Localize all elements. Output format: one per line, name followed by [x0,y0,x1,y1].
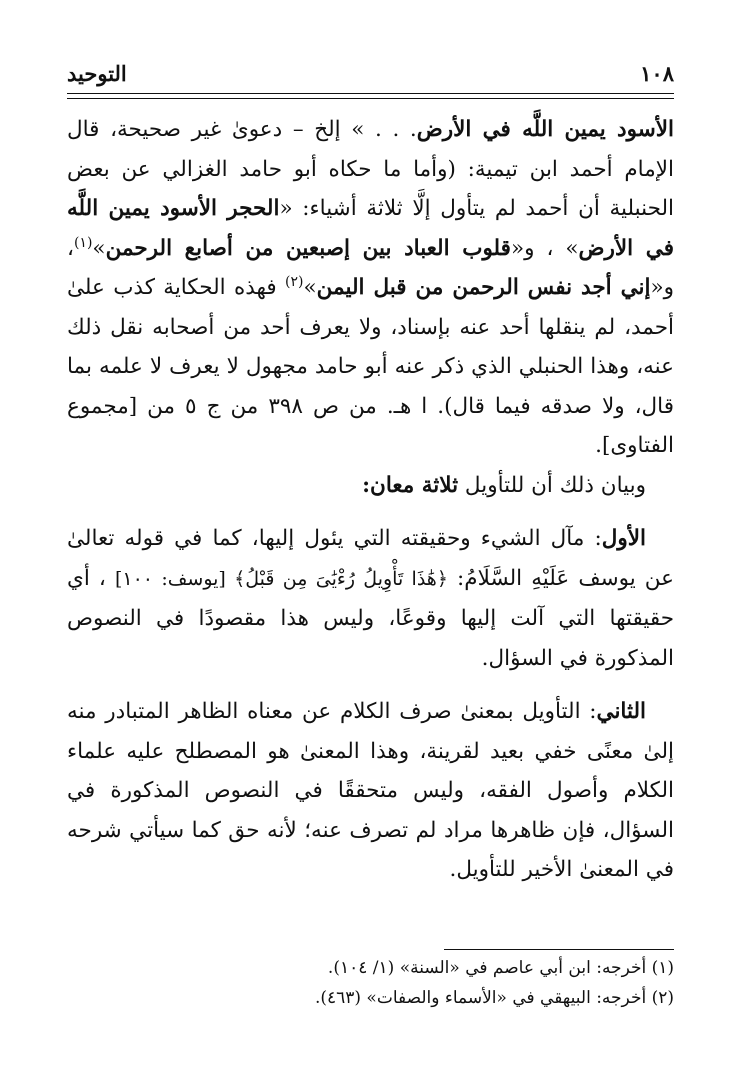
text-run: وبيان ذلك أن للتأويل [458,472,646,498]
section-label: الثاني [596,699,646,724]
text-run: : مآل الشيء وحقيقته التي يئول إليها، كما في قوله تعالىٰ عن يوسف عَلَيْهِ السَّلَامُ: [67,526,674,591]
text-run: . . . » إلخ – دعوىٰ غير صحيحة، قال الإمام أحمد ابن تيمية: (وأما ما حكاه أبو حامد الغزالي عن بعض الحنبلية أن أحمد لم يتأول إلَّا ثلاثة أشياء: « [67,117,675,221]
bold-phrase: إني أجد نفس الرحمن من قبل اليمن [316,275,651,300]
section-label: الأول [601,526,646,551]
header-rule-bottom [67,98,674,99]
bold-phrase: قلوب العباد بين إصبعين من أصابع الرحمن [105,235,511,261]
bold-phrase: الأسود يمين اللَّه في الأرض [416,117,674,142]
text-run: » ، و« [510,235,579,261]
header-rule-top [67,93,674,94]
footnotes [67,953,674,1013]
running-title: التوحيد [67,60,127,86]
paragraph-first-meaning [67,519,674,678]
text-run: ، و« [67,235,674,300]
footnote-marker[interactable]: (٢) [285,273,304,290]
quran-verse: ﴿هَٰذَا تَأْوِيلُ رُءْيَٰىَ مِن قَبْلُ﴾ [234,567,448,590]
text-run: : التأويل بمعنىٰ صرف الكلام عن معناه الظاهر المتبادر منه إلىٰ معنًى خفي بعيد لقرينة، وهذا المعنىٰ هو المصطلح عليه علماء الكلام وأصول الفقه، وليس متحققًا في النصوص المذكورة في السؤال، فإن ظاهرها مراد لم تصرف عنه؛ لأنه حق كما سيأتي شرحه في المعنىٰ الأخير للتأويل. [67,699,674,882]
footnote-1: (١) أخرجه: ابن أبي عاصم في «السنة» (١/ ١٠٤). [327,958,674,978]
paragraph-second-meaning [67,692,674,890]
verse-reference: [يوسف: ١٠٠] [114,567,235,590]
text-run: ، أي حقيقتها التي آلت إليها وقوعًا، وليس هذا مقصودًا في النصوص المذكورة في السؤال. [67,565,674,671]
paragraph-quote-continuation [67,110,674,466]
text-run: » [303,275,317,300]
main-text [67,110,674,890]
bold-phrase: ثلاثة معان [370,472,459,498]
footnote-divider [444,949,674,950]
page-number: ١٠٨ [640,60,674,86]
text-run: فهذه الحكاية كذب علىٰ أحمد، لم ينقلها أحد عنه بإسناد، ولا يعرف أحد من أصحابه نقل ذلك عنه، وهذا الحنبلي الذي ذكر عنه أبو حامد مجهول لا يعرف لا علمه بما قال، ولا صدقه فيما قال). ا هـ. من ص ٣٩٨ من ج ٥ من [مجموع الفتاوى]. [67,275,674,458]
page-header [67,54,674,92]
paragraph-intro [67,466,674,506]
text-run: : [362,472,371,498]
text-run: » [92,235,106,261]
footnote-marker[interactable]: (١) [73,234,93,251]
bold-phrase: الحجر الأسود يمين اللَّه في الأرض [67,196,674,261]
footnote-2: (٢) أخرجه: البيهقي في «الأسماء والصفات» (٤٦٣). [314,988,674,1008]
